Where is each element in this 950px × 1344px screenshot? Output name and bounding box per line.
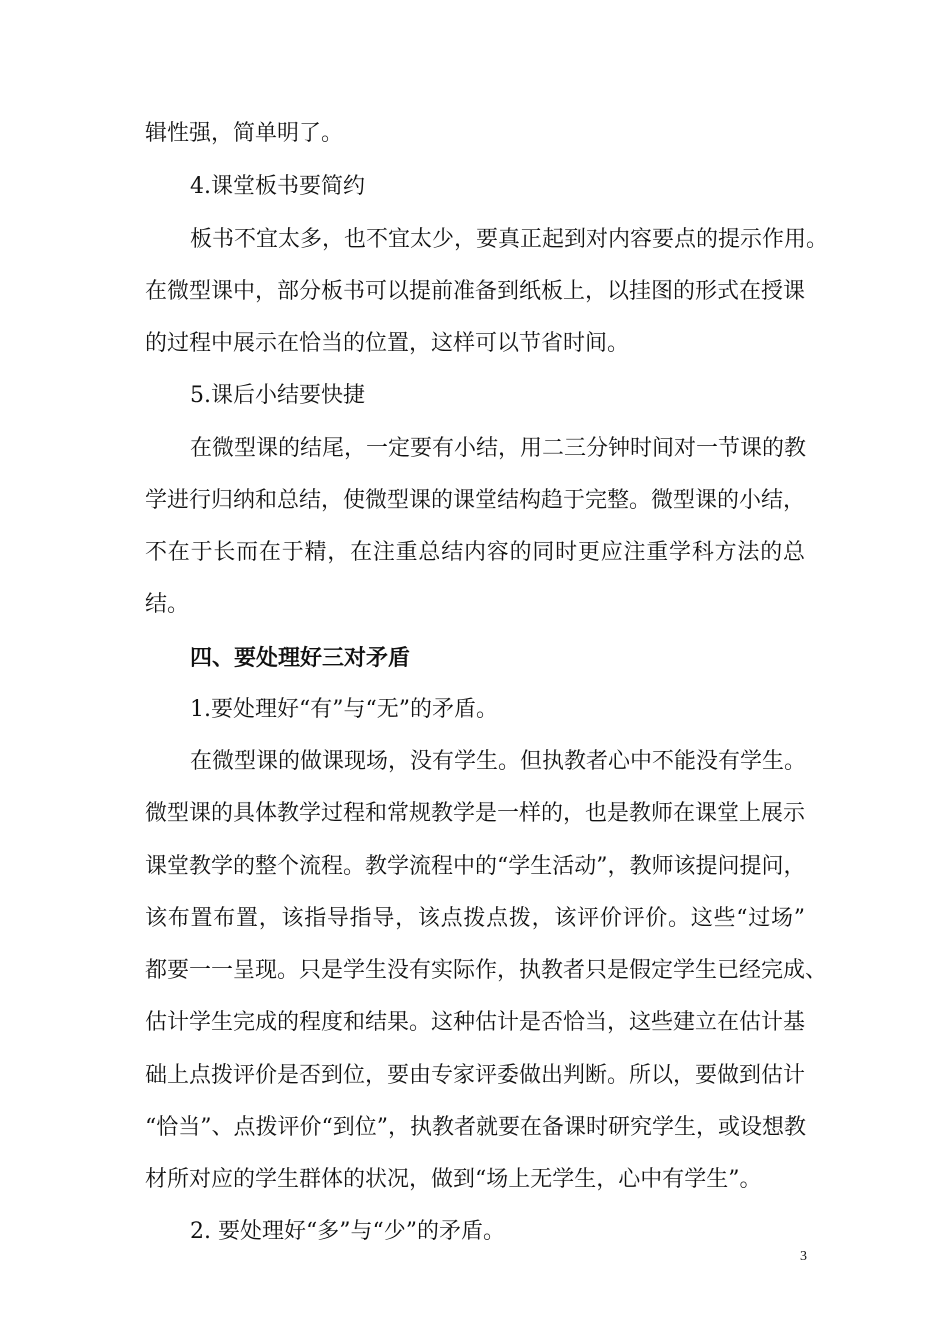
paragraph-line: 都要一一呈现。只是学生没有实际作，执教者只是假定学生已经完成、 (145, 958, 828, 983)
paragraph-line: 该布置布置，该指导指导，该点拨点拨，该评价评价。这些“过场” (145, 906, 805, 931)
paragraph-line: 结。 (145, 592, 190, 617)
chapter-heading: 四、要处理好三对矛盾 (190, 645, 411, 671)
paragraph-line: 不在于长而在于精，在注重总结内容的同时更应注重学科方法的总 (145, 540, 805, 565)
section-heading: 5.课后小结要快捷 (190, 383, 365, 408)
paragraph-line: 在微型课的结尾，一定要有小结，用二三分钟时间对一节课的教 (190, 436, 807, 461)
paragraph-line: 课堂教学的整个流程。教学流程中的“学生活动”，教师该提问提问， (145, 854, 806, 879)
paragraph-line: 学进行归纳和总结，使微型课的课堂结构趋于完整。微型课的小结， (145, 488, 806, 513)
paragraph-line: 在微型课的做课现场，没有学生。但执教者心中不能没有学生。 (190, 749, 807, 774)
section-heading: 4.课堂板书要简约 (190, 174, 365, 199)
paragraph-line: 微型课的具体教学过程和常规教学是一样的，也是教师在课堂上展示 (145, 801, 806, 826)
paragraph-line: 础上点拨评价是否到位，要由专家评委做出判断。所以，要做到估计 (145, 1063, 806, 1088)
paragraph-line: 材所对应的学生群体的状况，做到“场上无学生，心中有学生”。 (145, 1167, 762, 1192)
paragraph-line: 辑性强，简单明了。 (145, 121, 344, 146)
paragraph-line: 的过程中展示在恰当的位置，这样可以节省时间。 (145, 331, 630, 356)
section-heading: 1.要处理好“有”与“无”的矛盾。 (190, 697, 498, 722)
paragraph-line: “恰当”、点拨评价“到位”，执教者就要在备课时研究学生，或设想教 (145, 1115, 806, 1140)
section-heading: 2. 要处理好“多”与“少”的矛盾。 (190, 1219, 505, 1244)
page-number: 3 (800, 1249, 807, 1264)
paragraph-line: 估计学生完成的程度和结果。这种估计是否恰当，这些建立在估计基 (145, 1010, 806, 1035)
paragraph-line: 在微型课中，部分板书可以提前准备到纸板上，以挂图的形式在授课 (145, 279, 806, 304)
paragraph-line: 板书不宜太多，也不宜太少，要真正起到对内容要点的提示作用。 (190, 227, 829, 252)
